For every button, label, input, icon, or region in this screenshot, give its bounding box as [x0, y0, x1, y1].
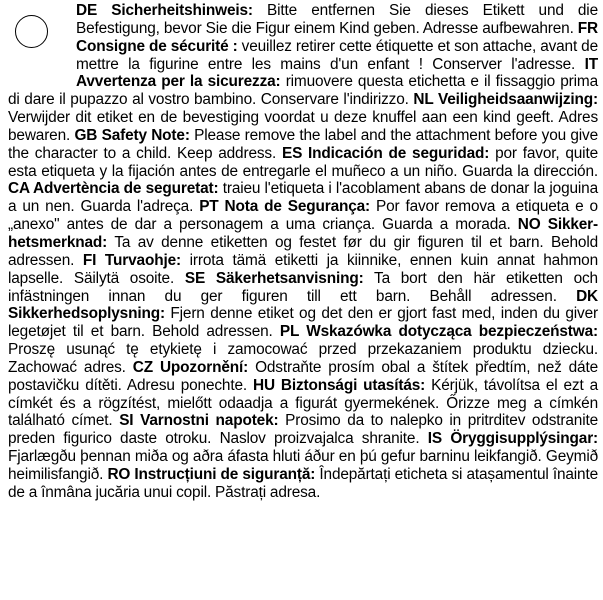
warning-se-text: Ta bort den här etiketten och infästningen innan du ger figuren till ett barn. Behåll adressen.: [8, 269, 598, 305]
warning-gb-heading: GB Safety Note:: [74, 126, 190, 144]
warning-no-heading: NO Sikker-hetsmerknad:: [8, 216, 598, 251]
warning-is-heading: IS Öryggisupplýsingar:: [427, 430, 599, 448]
warning-no-text: Ta av denne etiketten og festet før du gir figuren til et barn. Behold adressen.: [8, 233, 598, 269]
warning-ca-heading: CA Advertència de seguretat:: [8, 180, 219, 198]
warning-dk-text: Fjern denne etiket og det den er gjort fast med, inden du giver legetøjet til et barn. Behold adressen.: [8, 305, 598, 341]
warning-dk-heading: DK Sikkerhedsoplysning:: [8, 287, 598, 323]
warning-de: [76, 2, 598, 37]
warning-cz-heading: CZ Upozornění:: [132, 358, 249, 376]
warning-nl-heading: NL Veiligheidsaanwijzing:: [413, 91, 598, 109]
warning-fr-heading: FR Consigne de sécurité :: [76, 19, 598, 55]
warning-de-text: Bitte entfernen Sie dieses Etikett und die Befestigung, bevor Sie die Figur einem Kind geben. Adresse aufbewahren.: [76, 2, 598, 37]
warning-fi-text: irrota tämä etiketti ja kiinnike, ennen kuin annat hahmon lapselle. Säilytä osoite.: [8, 251, 598, 287]
warning-hu-heading: HU Biztonsági utasítás:: [252, 376, 426, 394]
warning-pl-heading: PL Wskazówka dotycząca bezpieczeństwa:: [279, 323, 598, 341]
warning-fi-heading: FI Turvaohje:: [82, 251, 181, 269]
warning-is-text: Fjarlægðu þennan miða og aðra áfasta hluti áður en þú gefur barninu leikfangið. Geymið heimilisfangið.: [8, 448, 598, 483]
warning-ca-text: traieu l'etiqueta i l'acoblament abans de donar la joguina a un nen. Guarda l'adreça.: [8, 180, 598, 216]
warning-ro-heading: RO Instrucțiuni de siguranță:: [107, 465, 316, 483]
warning-si-text: Prosimo da to nalepko in pritrditev odstranite preden figurico daste otroku. Naslov proizvajalca shranite.: [8, 412, 598, 448]
warning-es-text: por favor, quite esta etiqueta y la fijación antes de entregarle el muñeco a un niño. Guarda la dirección.: [8, 144, 598, 180]
warning-pt-heading: PT Nota de Segurança:: [199, 198, 371, 216]
warning-si-heading: SI Varnostni napotek:: [119, 412, 279, 430]
warning-pt-text: Por favor remova a etiqueta e o „anexo" antes de dar a personagem a uma criança. Guarda a morada.: [8, 198, 598, 234]
safety-warning-text: [8, 2, 598, 502]
warning-cz-text: Odstraňte prosím obal a štítek předtím, než dáte postavičku dítěti. Adresu ponechte.: [8, 358, 599, 394]
warning-nl-text: Verwijder dit etiket en de bevestiging voordat u deze knuffel aan een kind geeft. Adres bewaren.: [8, 109, 598, 144]
warning-pl-text: Proszę usunąć tę etykietę i zamocować przed przekazaniem produktu dziecku. Zachować adres.: [8, 341, 598, 376]
warning-fr-text: veuillez retirer cette étiquette et son attache, avant de mettre la figurine entre les mains d'un enfant ! Conserver l'adresse.: [76, 37, 598, 73]
warning-gb-text: Please remove the label and the attachment before you give the character to a child. Keep address.: [8, 126, 598, 162]
warning-hu-text: Kérjük, távolítsa el ezt a címkét és a rögzítést, mielőtt odaadja a figurát gyermekének. Őrizze meg a címkén található címet.: [8, 376, 598, 430]
warning-de-heading: DE Sicherheitshinweis:: [76, 2, 253, 19]
warning-it-heading: IT Avvertenza per la sicurezza:: [76, 55, 598, 91]
warning-ro-text: Îndepărtați eticheta si atașamentul înainte de a înmâna jucăria unui copil. Păstrați adresa.: [8, 465, 598, 501]
warning-es-heading: ES Indicación de seguridad:: [281, 144, 490, 162]
warning-it-text: rimuovere questa etichetta e il fissaggio prima di dare il pupazzo al vostro bambino. Conservare l'indirizzo.: [8, 73, 598, 109]
warning-se-heading: SE Säkerhetsanvisning:: [184, 269, 364, 287]
